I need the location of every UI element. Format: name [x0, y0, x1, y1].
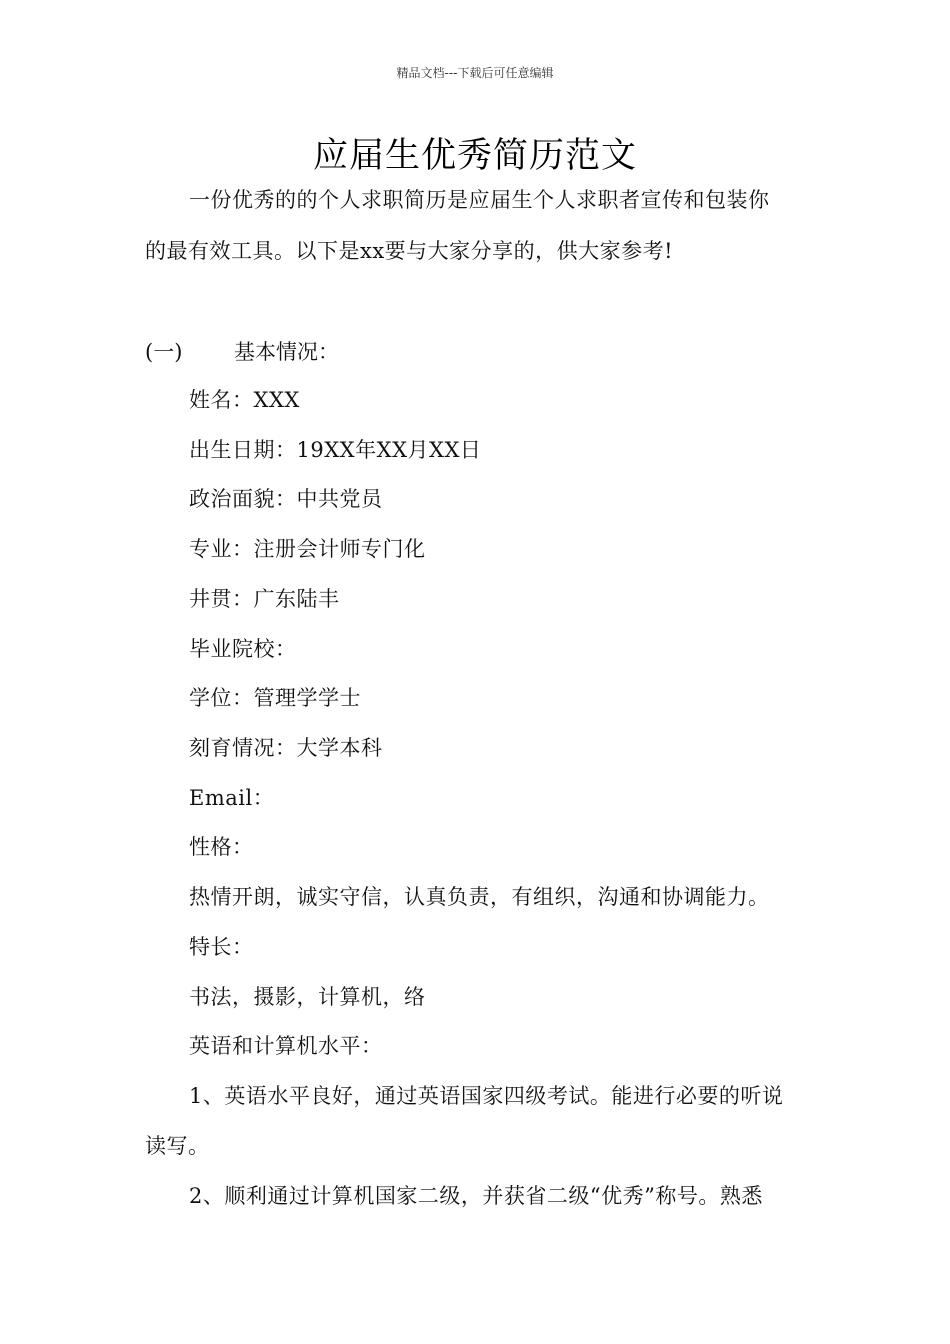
field-politics: 政治面貌：中共党员 [189, 487, 383, 511]
skills-label: 英语和计算机水平： [189, 1034, 383, 1058]
field-name: 姓名：XXX [189, 388, 300, 412]
specialty-label: 特长： [189, 935, 254, 959]
skill-2-line-1: 2、顺利通过计算机国家二级，并获省二级“优秀”称号。熟悉 [189, 1184, 763, 1208]
section-number: (一) [145, 340, 183, 364]
personality-label: 性格： [189, 835, 254, 859]
field-origin: 井贯：广东陆丰 [189, 587, 340, 611]
field-email: Email： [189, 786, 275, 810]
field-major: 专业：注册会计师专门化 [189, 537, 426, 561]
field-birth: 出生日期：19XX年XX月XX日 [189, 438, 482, 462]
page-header: 精品文档---下载后可任意编辑 [396, 66, 554, 80]
field-education: 刻育情况：大学本科 [189, 736, 383, 760]
field-degree: 学位：管理学学士 [189, 686, 361, 710]
document-title: 应届生优秀简历范文 [312, 136, 637, 176]
section-title: 基本情况： [234, 340, 339, 364]
intro-line-1: 一份优秀的的个人求职简历是应届生个人求职者宣传和包装你 [189, 188, 770, 212]
intro-line-2: 的最有效工具。以下是xx要与大家分享的，供大家参考! [145, 239, 674, 263]
personality-text: 热情开朗，诚实守信，认真负责，有组织，沟通和协调能力。 [189, 885, 770, 909]
skill-1-line-1: 1、英语水平良好，通过英语国家四级考试。能进行必要的听说 [189, 1084, 784, 1108]
field-school: 毕业院校： [189, 637, 297, 661]
skill-1-line-2: 读写。 [145, 1134, 210, 1158]
specialty-text: 书法，摄影，计算机，络 [189, 985, 426, 1009]
